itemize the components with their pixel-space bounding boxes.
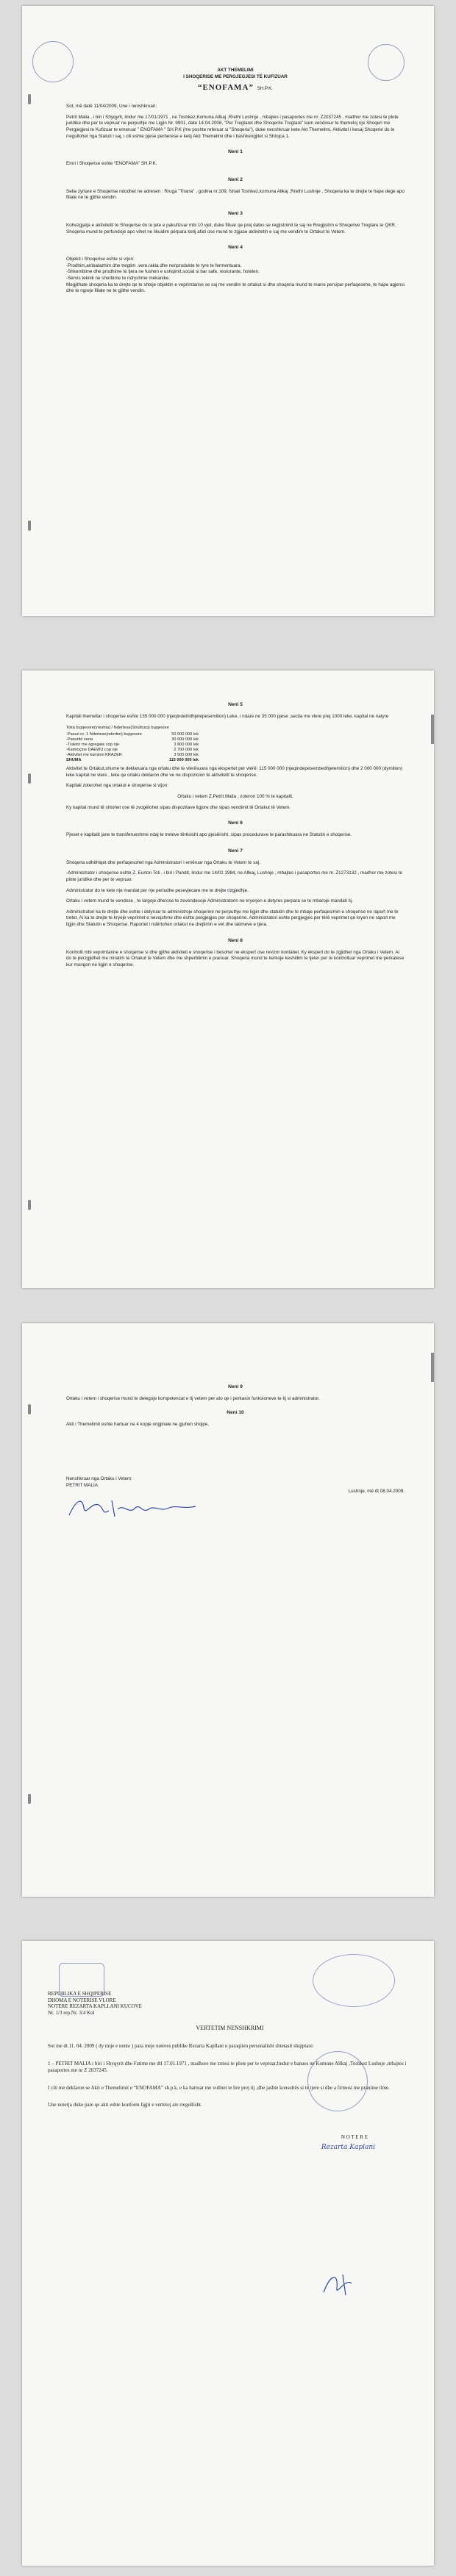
- date-line: Sot, më datë 11/04/2009, Une i nenshkruari:: [66, 104, 157, 110]
- article-heading: Neni 3: [228, 210, 243, 216]
- table-row: [66, 732, 199, 737]
- binder-hole: [28, 520, 31, 531]
- certification-paragraph: 1 – PETRIT MALIA i biri i Shyqyrit dhe Fatime me dtl 17.01.1971 , madhore me zotesi te plote per te vepruar,lindur e banues ne Komune Allkaj ,Toshkez Lushnje ,mbajtes i pasaportes me nr Z 2037245.: [48, 2060, 407, 2074]
- article-text: Kontrolli mbi veprimtarine e shoqerise si dhe gjithe aktiviteti e shoqerise i besohet ne ekspert ose revizor kontabel. Ky ekspert do te zgjidhet nga Ortaku i Vetem. Ai do te perzgjidhet me miratim te Ortakut te Vetem dhe me shperblimin e pranuar. Shoqeria mund te kerkoje keshillim te tjeter per te kontrolluar veprimet me perkatese kur mungon ne ligjin e shoqerise.: [66, 949, 405, 967]
- asset-item: -Pasuritë vena: [66, 737, 93, 743]
- asset-item: -Traktor me agregate cop nje: [66, 743, 119, 748]
- notary-label: N O T E R E: [341, 2133, 368, 2140]
- article-heading: Neni 7: [228, 848, 243, 854]
- notary-initials-signature: [316, 2270, 360, 2300]
- article-line: -Prodhim,ambalazhim dhe tregtim ,vere,rakia dhe nenprodukte te tyre te fermentuara.: [66, 262, 242, 268]
- table-row: [66, 737, 199, 743]
- deed-title: AKT THEMELIMI: [217, 68, 254, 73]
- article-text: Administrator do te kete nje mandat per nje periudhe pesevjecare me te drejte rizgjedhje.: [66, 887, 249, 893]
- table-row: [66, 743, 199, 748]
- article-line: Megjithate shoqeria ka te drejte qe te shtoje objektin e veprimtarise se saj me vendim te ortakut si dhe shoqeria mund te marre persiper perfaqesime, te hape agjensi dhe te ngreje filiale ne te gjithe vendin.: [66, 282, 405, 294]
- article-text: Administratori ka te drejte dhe eshte i detyruar te administroje shoqerine ne perputhje me ligjin dhe statutin dhe te mbaje perfaqesimin e shoqerise ne raport me te tretet. Ai ka te drejte te kryeje veprimet e nevojshme dhe eshte pergjegjes per shoqerine. Administratori eshte pergjegjes per tërë veprimet qe kryen ne raport me ligjin dhe Statutin e Shoqerise. Raportet i ndërtohen ortakut ne drejtimin e vet dhe tatimeve e tjera.: [66, 909, 399, 927]
- total-value: 115 000 000 lek: [168, 758, 199, 763]
- asset-value: 30 000 000 lek: [171, 737, 199, 743]
- signatory-name: PETRIT MALIA: [66, 1482, 98, 1488]
- article-text: Emri i Shoqerise eshte “ENOFAMA” SH.P.K.: [66, 161, 157, 167]
- company-name-line: [66, 80, 405, 93]
- article-text: Kapitali zoterohet nga ortakut e shoqerise si vijon:: [66, 783, 168, 789]
- assets-header: Toka bujqesore(vreshta) / Ndertesa(Struktura) bujqesore: [66, 725, 169, 730]
- republic-line: REPUBLIKA E SHQIPERISE: [48, 1991, 112, 1997]
- article-line: -Shkembime dhe prodhime te tjera ne fushen e ushqimit,social si bar safe, restorante, hotelen.: [66, 269, 260, 275]
- article-heading: Neni 9: [228, 1384, 243, 1389]
- deed-subtitle: I SHOQERISE ME PERGJEGJESI TË KUFIZUAR: [183, 74, 288, 79]
- binder-hole: [28, 94, 31, 104]
- article-text: Selia zyrtare e Shoqerise ndodhet ne adresen : Rruga "Tirana" , godina nr.109, fshati Toshkez,komuna Allkaj ,Rrethi Lushnje , Shoqeria ka te drejte te hape dege apo filiale ne te gjithe vendin.: [66, 188, 405, 201]
- article-heading: Neni 5: [228, 702, 243, 707]
- asset-item: -Aktivitet me kamioni KRAZER: [66, 753, 122, 758]
- binder-hole: [28, 1200, 31, 1210]
- article-text: Kohezgjatja e aktivitetit te Shoqerise do te jete e pakufizuar mbi 10 vjet, duke filluar qe prej dates se regjistrimit te saj ne Rregjistrin e Shoqerive Tregtare te QKR. Shoqeria mund te perfundoje apo vihet ne likuidim pérpara ketij afati ose mund te zgjase aktivitetin e saj me vendim te Ortakut te Vetem.: [66, 222, 396, 235]
- document-page-3: [22, 1323, 434, 1897]
- article-heading: Neni 10: [227, 1409, 244, 1415]
- page-edge-mark: [431, 1353, 434, 1382]
- sign-place-date: Lushnje, më dt 08.04.2009.: [348, 1488, 405, 1494]
- article-heading: Neni 2: [228, 176, 243, 182]
- company-brand: “ENOFAMA”: [197, 83, 254, 93]
- article-text: Akti i Themelimit eshte hartuar ne 4 kopje origjinale ne gjuhen shqipe.: [66, 1421, 210, 1427]
- asset-value: 50 000 000 lek: [171, 732, 199, 737]
- article-line: Objekti i Shoqerise eshte si vijon:: [66, 257, 135, 262]
- asset-value: 3 800 000 lek: [174, 743, 199, 748]
- asset-value: 2 700 000 lek: [174, 748, 199, 753]
- notary-signature: Rezarta Kaplani: [321, 2144, 375, 2152]
- article-text: Ortaku i vetem i shoqerise mund te delegoje kompetencat e tij vetem per ato qe i perkasin funksioneve te tij si administrator.: [66, 1396, 320, 1401]
- owner-line: Ortaku i vetem Z.Petrit Malia , zoteron 100 % te kapitalit.: [177, 793, 293, 799]
- article-heading: Neni 1: [228, 149, 243, 155]
- document-page-2: [22, 670, 434, 1288]
- page-edge-mark: [431, 715, 434, 744]
- binder-hole: [28, 773, 31, 784]
- signatory-label: Nenshkruar nga Ortaku i Vetem:: [66, 1476, 132, 1482]
- handwritten-signature: [66, 1495, 213, 1521]
- table-total-row: [66, 758, 199, 763]
- register-number: Nr. 1/3 rep.Nr. 3/4 Kol: [48, 2009, 95, 2016]
- notary-line: NOTERE REZARTA KAPLLANI KUCOVE: [48, 2003, 142, 2010]
- document-page-1: [22, 6, 434, 616]
- assets-table: [66, 732, 199, 763]
- table-row: [66, 753, 199, 758]
- article-heading: Neni 4: [228, 245, 243, 251]
- article-text: -Administrator i shoqerise eshte Z. Eurton Toli , i biri i Pandit, lindur me 14/01 1984, ne Allkaj, Lushnje , mbajtes i pasaportes me nr. Z1273132 , madhor me zotesi te plote juridike dhe per te vepruar.: [66, 870, 402, 882]
- certification-title: VERTETIM NENSHKRIMI: [196, 2025, 264, 2032]
- binder-hole: [28, 1404, 31, 1414]
- total-label: SHUMA: [66, 758, 82, 763]
- article-text: Aktivitet te Ortakut,shume te deklaruara nga ortaku dhe te vlerësuara nga ekspertet per vlerë: 115 000 000 (njeqindepesembedhjetemilion) dhe 2 000 000 (dymilion) leke kapital ne vlere , leke qe ortaku deklaron dhe ve ne dispozicion te aktivitetit te shoqerise.: [66, 766, 403, 778]
- intro-paragraph: Petrit Malia , i biri i Shyqyrit, lindur me 17/01/1971 , ne Toshkez,Komuna Allkaj ,Rrethi Lushnje , mbajtes i pasaportes me nr. Z2037245 , madhor me zotesi te plote juridike dhe per te vepruar ne perputhje me Ligjin Nr. 9901, date 14.04.2008, "Per Tregtaret dhe Shoqerite Tregtare" kam vendosur te themeloj nje Shoqeri me Pergjegjesi te Kufizuar te emeruar " ENOFAMA " SH.P.K (me poshte referuar si "Shoqeria"), duke nenshkruar kete Akt Themelimi, Aktivitet i kesaj Shoqerie do te rregullohet nga Statuti i saj, i cili eshte pjese perberese e ketij Akti Themelimi dhe i bashkengjitet si Shtojca 1.: [66, 114, 399, 139]
- table-row: [66, 748, 199, 753]
- article-line: -Servis teknik ne sherbime te ndryshme mekanike.: [66, 275, 171, 281]
- article-text: Shoqeria udhëhiqet dhe perfaqesohet nga Administratori i emëruar nga Ortaku te Vetem te saj.: [66, 859, 260, 865]
- binder-hole: [28, 1794, 31, 1804]
- chamber-line: DHOMA E NOTERISE VLORE: [48, 1997, 116, 2003]
- article-text: Ky kapital mund të shtohet ose të zvogëlohet sipas dispozitave ligjore dhe sipas vendimit të Ortakut të Vetem.: [66, 804, 291, 810]
- article-heading: Neni 8: [228, 937, 243, 943]
- asset-item: -Pasuri nr. 1 Ndertese(ndertim) bujqesore: [66, 732, 142, 737]
- certification-paragraph: I cili me deklaron se Akti e Themelimit e “ENOFAMA” sh.p.k. e ka hartuar me vullnet te lire prej tij ,dhe jashte konsultës si te tjere si dhe a firmosi me praniine time.: [48, 2084, 390, 2091]
- company-suffix: SH.P.K.: [257, 86, 274, 92]
- document-page-4: [22, 1941, 434, 2566]
- article-heading: Neni 6: [228, 820, 243, 826]
- article-text: Ortaku i vetem mund te vendose , te largoje dhe/ose te zevendesoje Administratorin ne kryerjen e detyres perpara se te mbaroje mandati tij.: [66, 898, 353, 904]
- certification-paragraph: Sot me dt.11. 04. 2009 ( dy mije e nente ) para meje noteres publike Rezarta Kapllani u paraqiten personalisht shtetasit shqiptare:: [48, 2043, 314, 2050]
- asset-value: 3 500 000 lek: [174, 753, 199, 758]
- capital-intro: Kapitali themeltar i shoqerise eshte 135 000 000 (njeqindetridhjetepesemilion) Leke, i ndare ne 35 000 pjese ,secila me vlere prej 1000 leke. kapital ne natyre: [66, 714, 389, 719]
- article-text: Pjeset e kapitalit jane te transferueshme ndaj te treteve tërësisht apo pjesërisht, sipas procedurave te parashikuara ne Statutin e shoqerise.: [66, 832, 352, 838]
- asset-item: -Kamioçine DAEWU cop nje: [66, 748, 118, 753]
- certification-paragraph: Une noterja duke pare qe akti eshte konform ligjit e vertetoj ate rregullisht.: [48, 2102, 202, 2108]
